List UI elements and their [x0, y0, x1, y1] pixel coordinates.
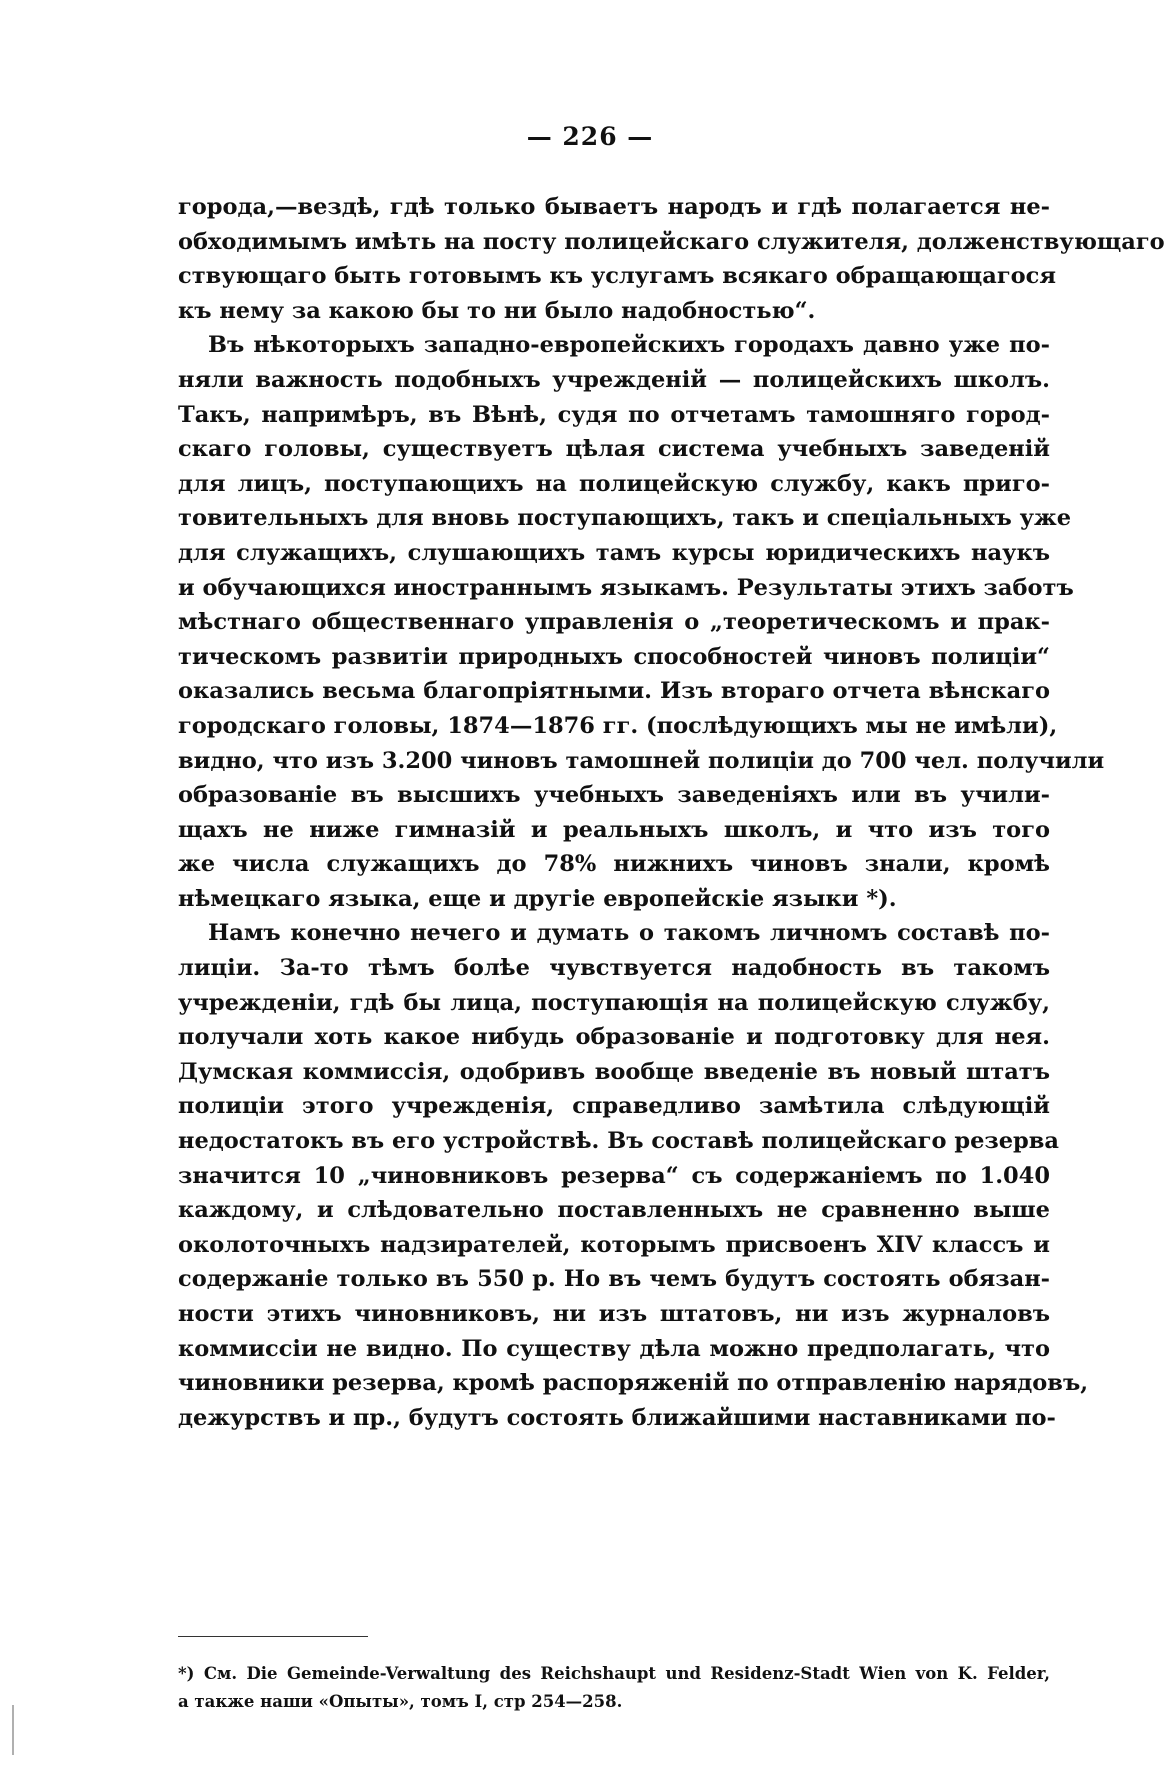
text-line: каждому, и слѣдовательно поставленныхъ не сравненно выше: [178, 1197, 1050, 1224]
footnote-line: а также наши «Опыты», томъ I, стр 254—258.: [178, 1692, 623, 1711]
text-line: содержаніе только въ 550 р. Но въ чемъ будутъ состоять обязан-: [178, 1266, 1050, 1293]
text-line: дежурствъ и пр., будутъ состоять ближайшими наставниками по-: [178, 1404, 1056, 1431]
text-line: Въ нѣкоторыхъ западно-европейскихъ городахъ давно уже по-: [208, 332, 1050, 359]
text-line: полиціи этого учрежденія, справедливо замѣтила слѣдующій: [178, 1093, 1050, 1120]
text-line: мѣстнаго общественнаго управленія о „теоретическомъ и прак-: [178, 609, 1050, 636]
text-line: Думская коммиссія, одобривъ вообще введеніе въ новый штатъ: [178, 1058, 1050, 1085]
text-line: обходимымъ имѣть на посту полицейскаго служителя, долженствующаго: [178, 228, 1165, 255]
text-line: ствующаго быть готовымъ къ услугамъ всякаго обращающагося: [178, 263, 1056, 290]
text-line: учрежденіи, гдѣ бы лица, поступающія на полицейскую службу,: [178, 989, 1050, 1016]
text-line: недостатокъ въ его устройствѣ. Въ составѣ полицейскаго резерва: [178, 1128, 1060, 1155]
text-line: образованіе въ высшихъ учебныхъ заведеніяхъ или въ учили-: [178, 782, 1050, 809]
text-line: коммиссіи не видно. По существу дѣла можно предполагать, что: [178, 1335, 1050, 1362]
text-line: околоточныхъ надзирателей, которымъ присвоенъ XIV классъ и: [178, 1231, 1050, 1258]
text-line: городскаго головы, 1874—1876 гг. (послѣдующихъ мы не имѣли),: [178, 712, 1058, 739]
text-line: города,—вездѣ, гдѣ только бываетъ народъ и гдѣ полагается не-: [178, 194, 1050, 220]
text-line: Такъ, напримѣръ, въ Вѣнѣ, судя по отчетамъ тамошняго город-: [178, 401, 1050, 428]
text-line: лиціи. За-то тѣмъ болѣе чувствуется надобность въ такомъ: [178, 955, 1050, 982]
body-text: [178, 190, 1165, 1435]
text-line: ности этихъ чиновниковъ, ни изъ штатовъ, ни изъ журналовъ: [178, 1301, 1050, 1327]
text-line: няли важность подобныхъ учрежденій — полицейскихъ школъ.: [178, 366, 1050, 393]
text-line: же числа служащихъ до 78% нижнихъ чиновъ знали, кромѣ: [178, 851, 1050, 878]
text-line: для служащихъ, слушающихъ тамъ курсы юридическихъ наукъ: [178, 539, 1050, 566]
text-line: скаго головы, существуетъ цѣлая система учебныхъ заведеній: [178, 436, 1050, 463]
text-line: чиновники резерва, кромѣ распоряженій по отправленію нарядовъ,: [178, 1370, 1089, 1397]
text-line: Намъ конечно нечего и думать о такомъ личномъ составѣ по-: [208, 920, 1050, 947]
text-line: получали хоть какое нибудь образованіе и подготовку для нея.: [178, 1024, 1050, 1051]
page-number: — 226 —: [526, 122, 654, 151]
text-line: и обучающихся иностраннымъ языкамъ. Результаты этихъ заботъ: [178, 574, 1074, 601]
scan-edge-mark: [12, 1705, 14, 1755]
footnote-line: *) См. Die Gemeinde-Verwaltung des Reichshaupt und Residenz-Stadt Wien von K. Felder,: [178, 1664, 1050, 1683]
footnote: [178, 1660, 1050, 1716]
text-line: щахъ не ниже гимназій и реальныхъ школъ, и что изъ того: [178, 816, 1050, 843]
text-line: къ нему за какою бы то ни было надобностью“.: [178, 297, 816, 324]
text-line: тическомъ развитіи природныхъ способностей чиновъ полиціи“: [178, 643, 1050, 670]
text-line: видно, что изъ 3.200 чиновъ тамошней полиціи до 700 чел. получили: [178, 747, 1105, 774]
text-line: значится 10 „чиновниковъ резерва“ съ содержаніемъ по 1.040: [178, 1162, 1050, 1189]
text-line: для лицъ, поступающихъ на полицейскую службу, какъ приго-: [178, 470, 1050, 497]
text-line: оказались весьма благопріятными. Изъ втораго отчета вѣнскаго: [178, 678, 1050, 705]
footnote-divider: [178, 1636, 368, 1637]
text-line: товительныхъ для вновь поступающихъ, такъ и спеціальныхъ уже: [178, 505, 1072, 532]
text-line: нѣмецкаго языка, еще и другіе европейскіе языки *).: [178, 885, 897, 912]
